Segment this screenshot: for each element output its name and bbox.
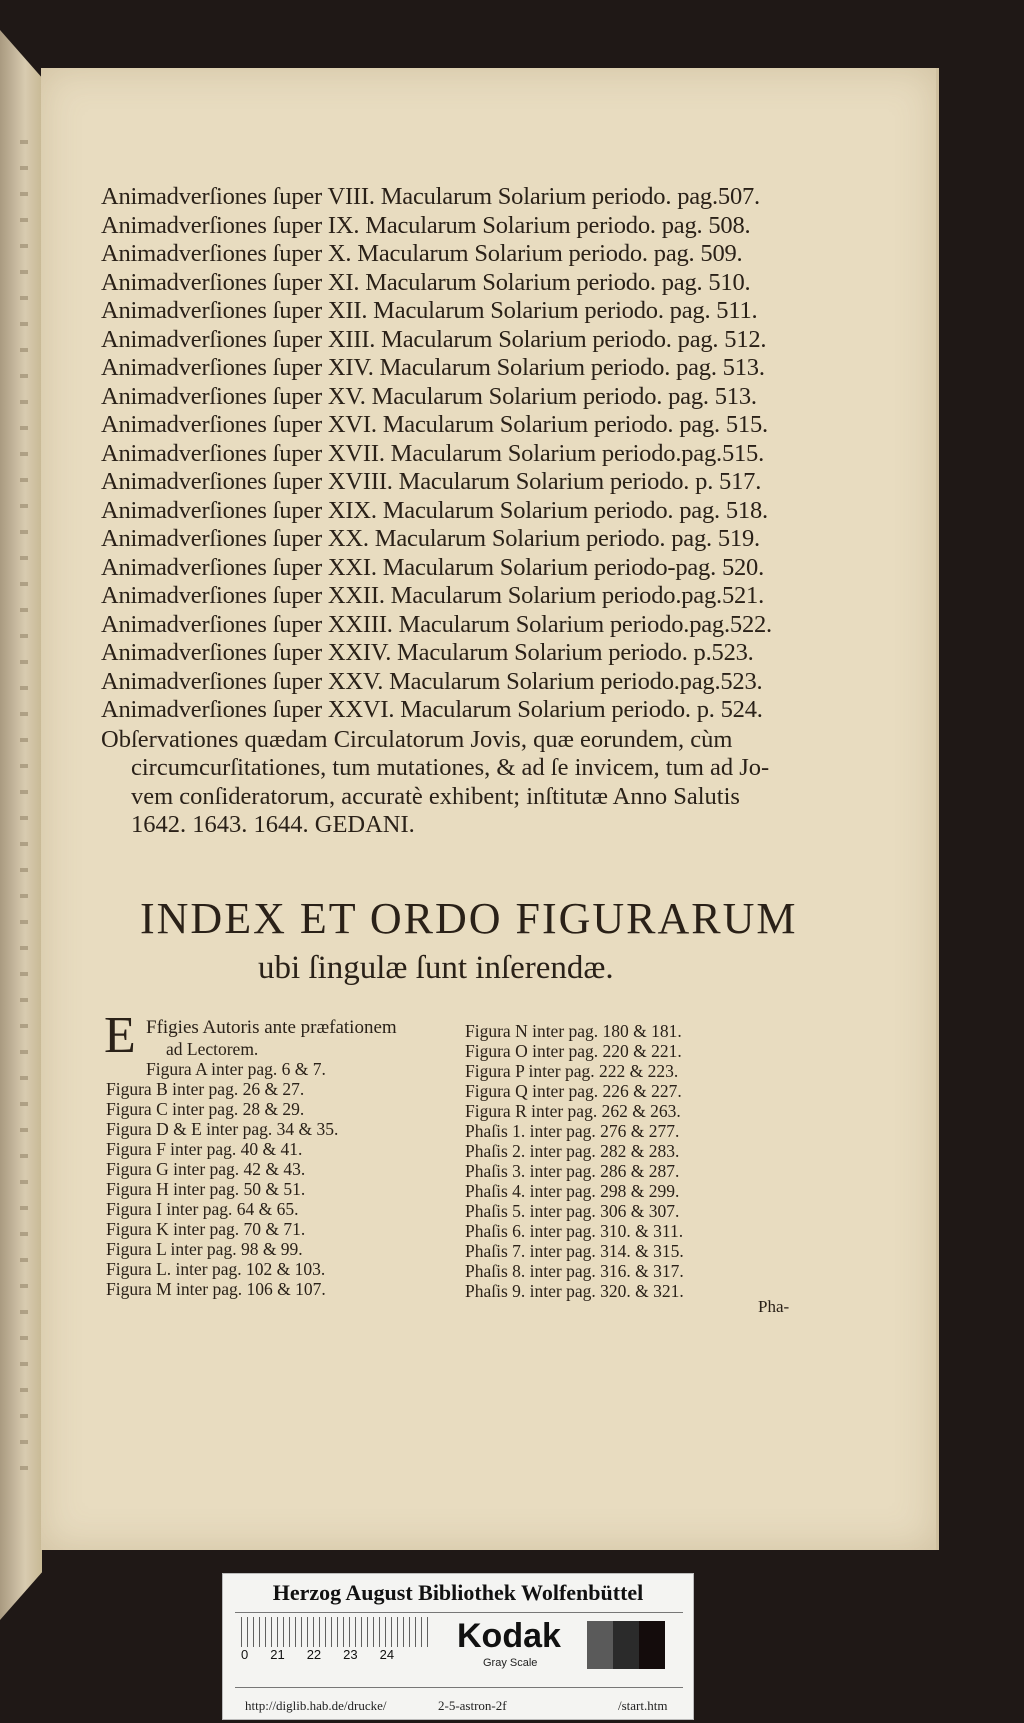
list-item: Animadverſiones ſuper XXVI. Macularum Solarium periodo. p. 524.: [101, 696, 763, 723]
gray-swatch: [639, 1621, 665, 1669]
ruler-number: 0: [241, 1647, 249, 1662]
gray-swatch: [613, 1621, 639, 1669]
figure-row: Figura G inter pag. 42 & 43.: [106, 1159, 306, 1179]
url-id: 2-5-astron-2f: [438, 1698, 507, 1713]
list-item: Animadverſiones ſuper XIII. Macularum Solarium periodo. pag. 512.: [101, 325, 767, 353]
gray-swatch: [587, 1621, 613, 1669]
list-item: Animadverſiones ſuper XX. Macularum Solarium periodo. pag. 519.: [101, 525, 760, 552]
figure-row: Figura K inter pag. 70 & 71.: [106, 1219, 306, 1239]
page-edge-texture: [20, 140, 28, 1490]
figure-row: Figura Q inter pag. 226 & 227.: [465, 1081, 682, 1101]
figure-row: Phaſis 7. inter pag. 314. & 315.: [465, 1241, 684, 1261]
observationes-line: 1642. 1643. 1644. GEDANI.: [131, 811, 415, 838]
ruler-number: 24: [379, 1647, 395, 1662]
library-label-card: [222, 1573, 694, 1720]
list-item: Animadverſiones ſuper X. Macularum Solarium periodo. pag. 509.: [101, 240, 743, 267]
figure-row: Figura L. inter pag. 102 & 103.: [106, 1259, 326, 1279]
observationes-line: vem conſideratorum, accuratè exhibent; inſtitutæ Anno Salutis: [131, 782, 740, 810]
figure-row: Phaſis 6. inter pag. 310. & 311.: [465, 1221, 684, 1241]
figure-row: Phaſis 1. inter pag. 276 & 277.: [465, 1121, 680, 1141]
gray-scale-label: Gray Scale: [483, 1657, 538, 1669]
figure-row: Figura N inter pag. 180 & 181.: [465, 1021, 682, 1041]
url-base: http://diglib.hab.de/drucke/: [245, 1698, 387, 1713]
figure-row: Figura M inter pag. 106 & 107.: [106, 1279, 326, 1299]
drop-cap: E: [104, 1007, 136, 1064]
list-item: Animadverſiones ſuper XXII. Macularum Solarium periodo.pag.521.: [101, 582, 765, 609]
figure-row: Figura H inter pag. 50 & 51.: [106, 1179, 306, 1199]
list-item: Animadverſiones ſuper XXIII. Macularum Solarium periodo.pag.522.: [101, 610, 772, 638]
list-item: Animadverſiones ſuper XI. Macularum Solarium periodo. pag. 510.: [101, 268, 751, 296]
figure-row: Figura F inter pag. 40 & 41.: [106, 1139, 303, 1159]
gray-scale-strip: [235, 1612, 683, 1688]
figure-row: Figura I inter pag. 64 & 65.: [106, 1199, 299, 1219]
list-item: Animadverſiones ſuper XIV. Macularum Solarium periodo. pag. 513.: [101, 354, 765, 381]
list-item: Animadverſiones ſuper XV. Macularum Solarium periodo. pag. 513.: [101, 382, 757, 410]
figure-row: Phaſis 5. inter pag. 306 & 307.: [465, 1201, 680, 1221]
observationes-line: circumcurſitationes, tum mutationes, & ad ſe invicem, tum ad Jo-: [131, 754, 770, 781]
list-item: Animadverſiones ſuper XXV. Macularum Solarium periodo.pag.523.: [101, 667, 763, 695]
figure-row: Figura A inter pag. 6 & 7.: [146, 1059, 326, 1079]
figures-left-column: [104, 1007, 446, 1299]
list-item: Animadverſiones ſuper XVIII. Macularum Solarium periodo. p. 517.: [101, 468, 762, 495]
figure-row: Phaſis 3. inter pag. 286 & 287.: [465, 1161, 680, 1181]
list-item: Animadverſiones ſuper VIII. Macularum Solarium periodo. pag.507.: [101, 183, 760, 210]
url-suffix: /start.htm: [618, 1698, 668, 1713]
figures-right-column: [465, 1021, 765, 1301]
ruler-numbers: [241, 1647, 441, 1662]
effigies-entry: [104, 1007, 446, 1064]
figure-row: Phaſis 2. inter pag. 282 & 283.: [465, 1141, 680, 1161]
observationes-line: Obſervationes quædam Circulatorum Jovis, quæ eorundem, cùm: [101, 725, 733, 753]
animadversiones-list: [101, 183, 791, 840]
effigies-line: ad Lectorem.: [166, 1039, 259, 1059]
ruler-number: 22: [306, 1647, 322, 1662]
observationes-entry: [101, 726, 791, 840]
figure-row: Phaſis 8. inter pag. 316. & 317.: [465, 1261, 684, 1281]
figure-row: Figura O inter pag. 220 & 221.: [465, 1041, 682, 1061]
list-item: Animadverſiones ſuper XXI. Macularum Solarium periodo-pag. 520.: [101, 553, 765, 581]
ruler-number: 23: [343, 1647, 358, 1662]
kodak-logo: Kodak: [457, 1617, 561, 1655]
figure-row: Figura C inter pag. 28 & 29.: [106, 1099, 305, 1119]
figure-row: Figura D & E inter pag. 34 & 35.: [106, 1119, 339, 1139]
list-item: Animadverſiones ſuper IX. Macularum Solarium periodo. pag. 508.: [101, 211, 751, 239]
list-item: Animadverſiones ſuper XII. Macularum Solarium periodo. pag. 511.: [101, 297, 758, 324]
figure-row: Figura B inter pag. 26 & 27.: [106, 1079, 305, 1099]
ruler-number: 21: [270, 1647, 285, 1662]
figure-row: Figura P inter pag. 222 & 223.: [465, 1061, 679, 1081]
figure-row: Figura R inter pag. 262 & 263.: [465, 1101, 681, 1121]
figure-row: Phaſis 9. inter pag. 320. & 321.: [465, 1281, 684, 1301]
figure-row: Figura L inter pag. 98 & 99.: [106, 1239, 303, 1259]
ruler-ticks: [241, 1617, 431, 1647]
catchword: Pha-: [758, 1297, 790, 1316]
index-title: INDEX ET ORDO FIGURARUM: [140, 894, 798, 943]
effigies-line: Ffigies Autoris ante præfationem: [146, 1017, 397, 1038]
list-item: Animadverſiones ſuper XVI. Macularum Solarium periodo. pag. 515.: [101, 411, 768, 438]
list-item: Animadverſiones ſuper XIX. Macularum Solarium periodo. pag. 518.: [101, 496, 768, 524]
index-subtitle: ubi ſingulæ ſunt inſerendæ.: [258, 950, 614, 986]
list-item: Animadverſiones ſuper XVII. Macularum Solarium periodo.pag.515.: [101, 439, 765, 467]
library-name: Herzog August Bibliothek Wolfenbüttel: [272, 1580, 644, 1605]
figure-row: Phaſis 4. inter pag. 298 & 299.: [465, 1181, 680, 1201]
list-item: Animadverſiones ſuper XXIV. Macularum Solarium periodo. p.523.: [101, 639, 754, 666]
